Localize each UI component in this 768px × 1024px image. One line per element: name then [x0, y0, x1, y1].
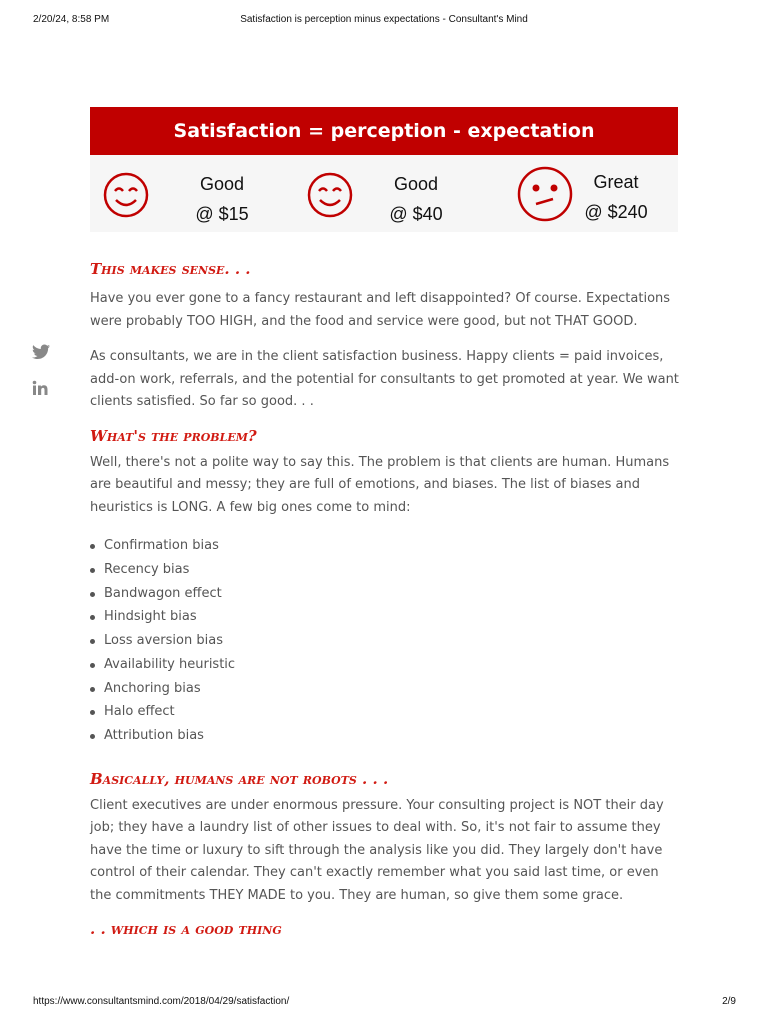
paragraph: Have you ever gone to a fancy restaurant and left disappointed? Of course. Expectations were probably TOO HIGH, and the food and service were good, but not THAT GOOD.: [90, 291, 671, 329]
paragraph: As consultants, we are in the client satisfaction business. Happy clients = paid invoices, add-on work, referrals, and the potential for consultants to get promoted at year. We want clients satisfied. So far so good. . .: [90, 349, 679, 409]
satisfaction-infographic: [90, 107, 678, 232]
price-item-3: [576, 167, 656, 227]
article-body: [90, 258, 680, 940]
price-label: @ $15: [195, 204, 249, 224]
list-item: Bandwagon effect: [90, 582, 680, 606]
print-header: [0, 14, 768, 34]
bias-list: [90, 534, 680, 748]
section-heading: Basically, humans are not robots . . .: [90, 769, 389, 788]
paragraph: Client executives are under enormous pressure. Your consulting project is NOT their day job; they have a laundry list of other issues to deal with. So, it's not fair to assume they have the time or luxury to sift through the analysis like you did. They largely don't have control of their calendar. They can't exactly remember what you said last time, or even the commitments THEY MADE to you. They are human, so give them some grace.: [90, 797, 664, 903]
rating-label: Great: [593, 172, 639, 192]
price-label: @ $240: [584, 202, 648, 222]
section-heading: . . which is a good thing: [90, 920, 282, 939]
list-item: Halo effect: [90, 700, 680, 724]
rating-label: Good: [199, 174, 245, 194]
page-number: 2/9: [722, 996, 736, 1007]
print-footer: [0, 996, 768, 1016]
happy-face-icon: [306, 171, 354, 219]
section-heading: This makes sense. . .: [90, 260, 251, 278]
list-item: Recency bias: [90, 558, 680, 582]
rating-label: Good: [393, 174, 439, 194]
list-item: Hindsight bias: [90, 605, 680, 629]
list-item: Attribution bias: [90, 724, 680, 748]
price-item-2: [376, 169, 456, 229]
list-item: Availability heuristic: [90, 653, 680, 677]
list-item: Loss aversion bias: [90, 629, 680, 653]
print-url: https://www.consultantsmind.com/2018/04/29/satisfaction/: [33, 996, 290, 1007]
price-label: @ $40: [389, 204, 443, 224]
linkedin-icon[interactable]: [32, 380, 50, 398]
print-date: 2/20/24, 8:58 PM: [33, 14, 110, 25]
print-page-title: Satisfaction is perception minus expectations - Consultant's Mind: [240, 14, 528, 25]
paragraph: Well, there's not a polite way to say this. The problem is that clients are human. Humans are beautiful and messy; they are full of emotions, and biases. The list of biases and heuristics is LONG. A few big ones come to mind:: [90, 454, 670, 515]
infographic-banner: Satisfaction = perception - expectation: [90, 107, 678, 155]
happy-face-icon: [102, 171, 150, 219]
section-heading: What's the problem?: [90, 426, 257, 445]
list-item: Anchoring bias: [90, 677, 680, 701]
twitter-icon[interactable]: [32, 344, 50, 362]
list-item: Confirmation bias: [90, 534, 680, 558]
skeptical-face-icon: [516, 165, 574, 223]
price-item-1: [182, 169, 262, 229]
